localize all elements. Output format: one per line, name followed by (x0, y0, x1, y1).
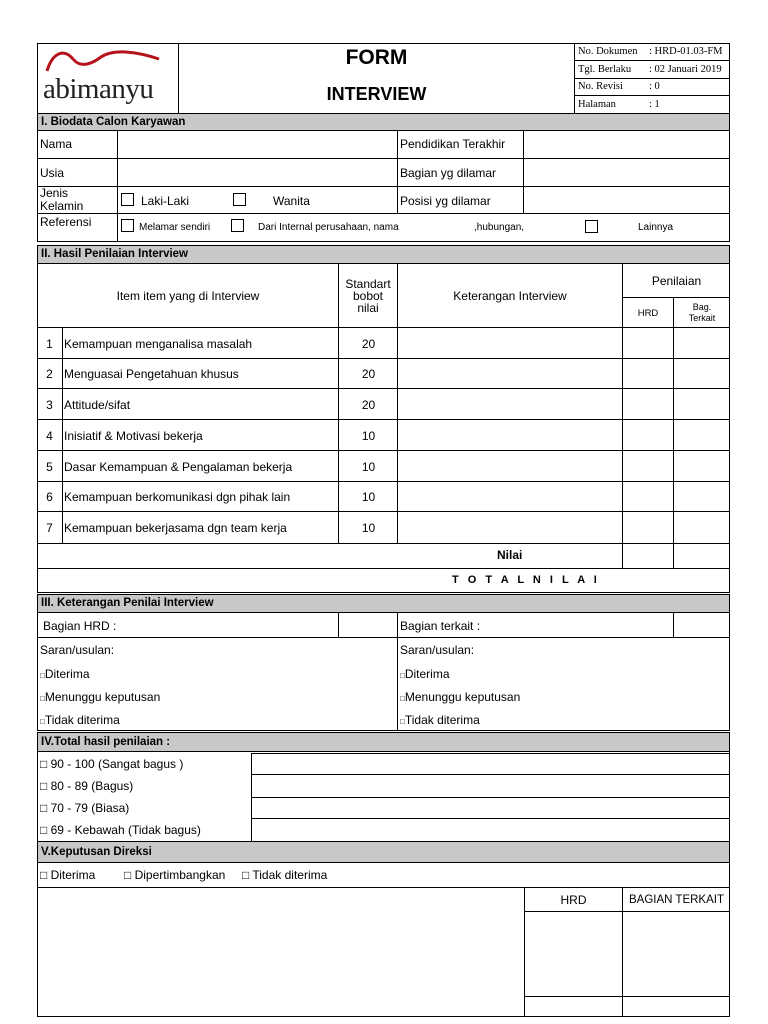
label-kelamin: Kelamin (40, 199, 84, 213)
checkbox-mark: □ (400, 717, 405, 726)
nilai-bag-cell[interactable] (674, 544, 730, 568)
table-row (37, 359, 730, 389)
item-bag-cell[interactable] (674, 359, 729, 389)
section3-title: III. Keterangan Penilai Interview (37, 594, 730, 613)
opt-label: Diterima (44, 667, 90, 681)
item-number: 4 (46, 428, 53, 443)
item-hrd-cell[interactable] (623, 512, 673, 543)
checkbox-mark: □ (40, 671, 45, 680)
sign-hrd-area[interactable] (525, 912, 622, 996)
meta-row-tgl (575, 61, 730, 79)
item-label: Menguasai Pengetahuan khusus (64, 367, 239, 381)
col-penilaian-header: Penilaian (651, 273, 702, 288)
bagian-terkait-field[interactable] (674, 613, 730, 638)
label-lainnya: Lainnya (638, 222, 674, 233)
label-bagian: Bagian yg dilamar (400, 166, 497, 180)
bagian-field[interactable] (524, 160, 729, 187)
item-number: 5 (46, 459, 53, 474)
sign-bagian-label: BAGIAN TERKAIT (628, 894, 724, 906)
terkait-opt-tidak[interactable] (400, 713, 480, 727)
label-usia: Usia (40, 166, 65, 180)
col-bag-line: Terkait (688, 313, 716, 323)
label-nama: Nama (40, 137, 73, 151)
total-nilai-label: T O T A L N I L A I (452, 574, 600, 586)
table-row (37, 420, 730, 451)
label-referensi: Referensi (40, 215, 92, 229)
checkbox-mark: □ (400, 671, 405, 680)
nilai-hrd-cell[interactable] (623, 544, 673, 568)
hrd-opt-tidak[interactable] (40, 713, 120, 727)
meta-value: : 1 (649, 99, 660, 110)
item-number: 7 (46, 520, 53, 535)
item-label: Kemampuan berkomunikasi dgn pihak lain (64, 490, 291, 504)
meta-label: Tgl. Berlaku (578, 64, 632, 75)
table-row (37, 328, 730, 359)
label-pendidikan: Pendidikan Terakhir (400, 137, 506, 151)
table-row (37, 451, 730, 482)
item-bag-cell[interactable] (674, 389, 729, 420)
item-keterangan-cell[interactable] (398, 451, 622, 482)
item-number: 2 (46, 367, 53, 381)
wanita-checkbox[interactable] (233, 193, 246, 206)
item-hrd-cell[interactable] (623, 359, 673, 389)
col-std-line: Standart (345, 277, 391, 291)
opt-label: Menunggu keputusan (404, 690, 521, 704)
item-keterangan-cell[interactable] (398, 482, 622, 512)
keputusan-tidak-diterima[interactable]: □ Tidak diterima (242, 868, 328, 882)
label-jenis: Jenis (40, 186, 69, 200)
item-bobot: 10 (361, 459, 376, 474)
checkbox-mark: □ (400, 694, 405, 703)
meta-row-dokumen (575, 43, 730, 61)
sign-bagian-area[interactable] (623, 912, 730, 996)
label-wanita: Wanita (273, 194, 310, 208)
hrd-opt-diterima[interactable] (40, 667, 90, 681)
posisi-field[interactable] (524, 188, 729, 214)
item-keterangan-cell[interactable] (398, 420, 622, 451)
item-number: 6 (46, 490, 53, 504)
meta-value: : HRD-01.03-FM (649, 46, 723, 57)
item-number: 3 (46, 397, 53, 412)
lainnya-checkbox[interactable] (585, 220, 598, 233)
item-bobot: 20 (361, 397, 376, 412)
item-bag-cell[interactable] (674, 328, 729, 359)
bagian-terkait-label: Bagian terkait : (400, 619, 481, 633)
label-posisi: Posisi yg dilamar (400, 194, 491, 208)
dari-internal-checkbox[interactable] (231, 219, 244, 232)
item-hrd-cell[interactable] (623, 451, 673, 482)
section4-title: IV.Total hasil penilaian : (37, 732, 730, 752)
item-hrd-cell[interactable] (623, 389, 673, 420)
item-label: Kemampuan bekerjasama dgn team kerja (64, 520, 287, 535)
label-hubungan: ,hubungan, (474, 222, 525, 233)
checkbox-mark: □ (40, 717, 45, 726)
item-keterangan-cell[interactable] (398, 389, 622, 420)
keputusan-diterima[interactable]: □ Diterima (40, 868, 96, 882)
meta-label: No. Dokumen (578, 46, 638, 57)
item-label: Dasar Kemampuan & Pengalaman bekerja (64, 459, 293, 474)
meta-value: : 0 (649, 81, 660, 92)
meta-label: No. Revisi (578, 81, 623, 92)
item-bobot: 20 (361, 367, 376, 381)
item-bag-cell[interactable] (674, 512, 729, 543)
range-option[interactable]: □ 90 - 100 (Sangat bagus ) (40, 757, 184, 771)
item-bobot: 10 (361, 428, 376, 443)
checkbox-mark: □ (40, 694, 45, 703)
col-hrd-header: HRD (637, 307, 659, 319)
item-keterangan-cell[interactable] (398, 359, 622, 389)
col-keterangan-header: Keterangan Interview (453, 289, 567, 303)
bagian-hrd-field[interactable] (339, 613, 397, 638)
meta-label: Halaman (578, 99, 616, 110)
range-option[interactable]: □ 80 - 89 (Bagus) (40, 779, 134, 793)
keputusan-dipertimbangkan[interactable]: □ Dipertimbangkan (124, 868, 226, 882)
bagian-hrd-label: Bagian HRD : (43, 619, 117, 633)
hrd-opt-menunggu[interactable] (40, 690, 160, 704)
item-label: Kemampuan menganalisa masalah (64, 336, 253, 351)
nilai-label: Nilai (497, 548, 523, 562)
item-label: Inisiatif & Motivasi bekerja (64, 428, 203, 443)
label-laki-laki: Laki-Laki (141, 194, 190, 208)
opt-label: Diterima (404, 667, 450, 681)
form-title: FORM (345, 46, 408, 69)
label-melamar-sendiri: Melamar sendiri (139, 222, 211, 233)
range-option[interactable]: □ 69 - Kebawah (Tidak bagus) (40, 823, 201, 837)
item-bobot: 10 (361, 520, 376, 535)
saran-right-label: Saran/usulan: (400, 643, 475, 657)
saran-left-label: Saran/usulan: (40, 643, 115, 657)
table-row (37, 512, 730, 543)
terkait-opt-menunggu[interactable] (400, 690, 520, 704)
col-std-header (339, 278, 397, 314)
col-bag-line: Bag. (692, 302, 712, 312)
item-label: Attitude/sifat (64, 397, 131, 412)
col-std-line: bobot (352, 289, 384, 303)
item-number: 1 (46, 336, 53, 351)
item-hrd-cell[interactable] (623, 482, 673, 512)
item-hrd-cell[interactable] (623, 328, 673, 359)
usia-field[interactable] (118, 160, 397, 187)
pendidikan-field[interactable] (524, 131, 729, 159)
meta-row-revisi (575, 79, 730, 96)
form-subtitle: INTERVIEW (326, 84, 427, 104)
nama-field[interactable] (118, 131, 397, 159)
meta-value: : 02 Januari 2019 (649, 64, 722, 75)
sign-hrd-label: HRD (560, 893, 587, 907)
section2-title: II. Hasil Penilaian Interview (37, 245, 730, 264)
item-bag-cell[interactable] (674, 451, 729, 482)
col-item-header: Item item yang di Interview (116, 289, 260, 303)
table-row (37, 389, 730, 420)
item-bag-cell[interactable] (674, 482, 729, 512)
section5-title: V.Keputusan Direksi (37, 841, 730, 863)
opt-label: Tidak diterima (404, 713, 480, 727)
col-bag-terkait-header (674, 302, 730, 324)
label-jenis-kelamin (40, 187, 83, 213)
logo-cell (37, 43, 179, 114)
opt-label: Menunggu keputusan (44, 690, 161, 704)
item-keterangan-cell[interactable] (398, 512, 622, 543)
meta-row-halaman (575, 96, 730, 113)
item-bag-cell[interactable] (674, 420, 729, 451)
section1-title: I. Biodata Calon Karyawan (37, 113, 730, 131)
table-row (37, 482, 730, 512)
col-std-line: nilai (357, 301, 379, 315)
document-meta (574, 43, 730, 114)
item-bobot: 20 (361, 336, 376, 351)
terkait-opt-diterima[interactable] (400, 667, 450, 681)
item-bobot: 10 (361, 490, 376, 504)
item-hrd-cell[interactable] (623, 420, 673, 451)
logo-text: abimanyu (43, 73, 154, 105)
label-dari-internal: Dari Internal perusahaan, nama (258, 222, 399, 233)
laki-laki-checkbox[interactable] (121, 193, 134, 206)
opt-label: Tidak diterima (44, 713, 120, 727)
range-option[interactable]: □ 70 - 79 (Biasa) (40, 801, 130, 815)
melamar-sendiri-checkbox[interactable] (121, 219, 134, 232)
item-keterangan-cell[interactable] (398, 328, 622, 359)
